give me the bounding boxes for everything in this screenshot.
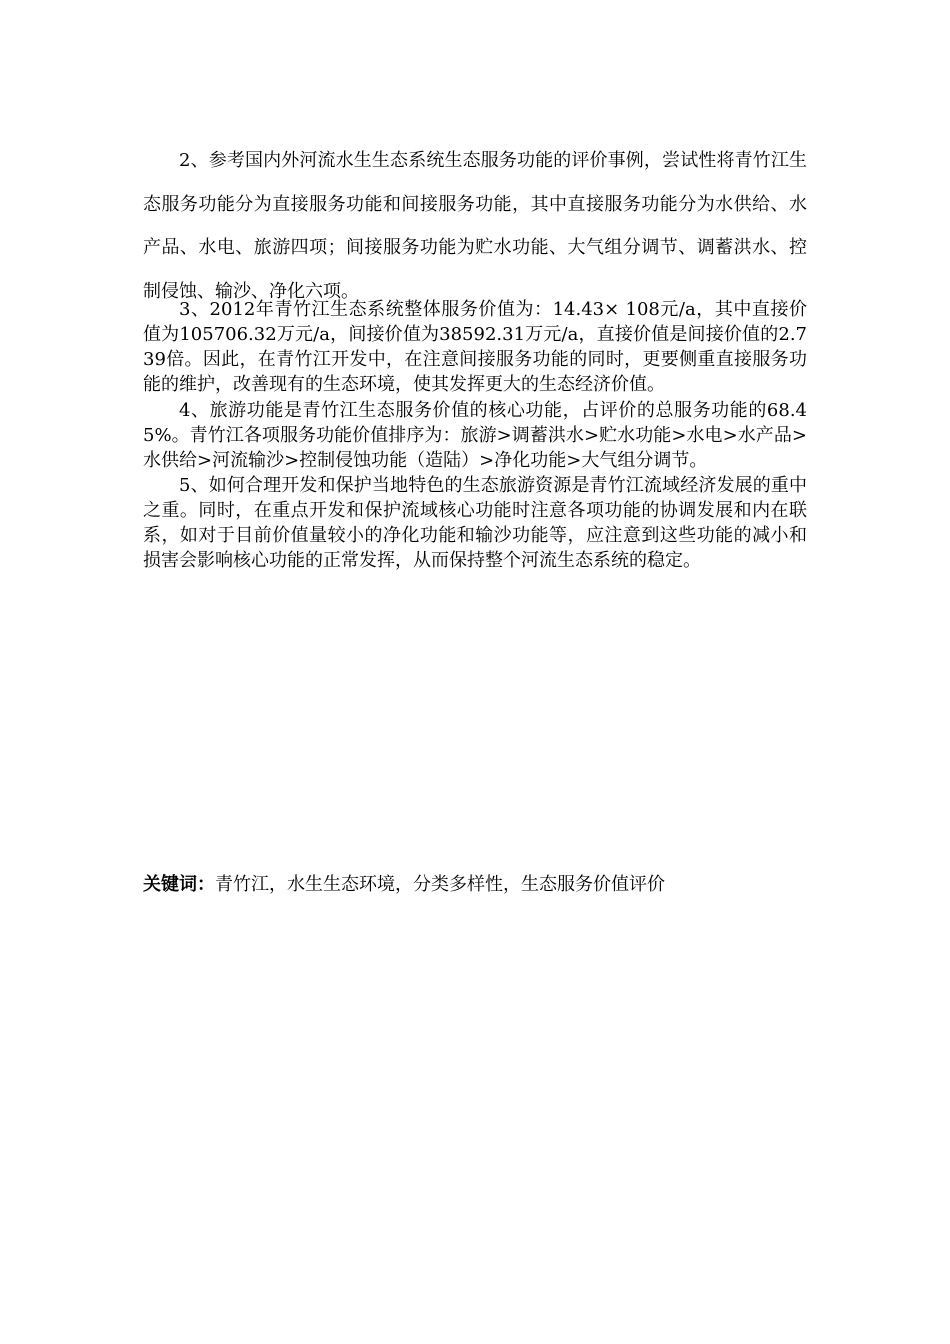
conclusion-paragraph-3: 3、2012年青竹江生态系统整体服务价值为：14.43× 108元/a，其中直接价值为105706.32万元/a，间接价值为38592.31万元/a，直接价值是间接价值的2.739倍。因此，在青竹江开发中，在注意间接服务功能的同时，更要侧重直接服务功能的维护，改善现有的生态环境，使其发挥更大的生态经济价值。 — [143, 299, 807, 395]
keywords-label: 关键词： — [143, 874, 215, 895]
conclusion-paragraph-4: 4、旅游功能是青竹江生态服务价值的核心功能，占评价的总服务功能的68.45%。青竹江各项服务功能价值排序为：旅游>调蓄洪水>贮水功能>水电>水产品>水供给>河流输沙>控制侵蚀功能（造陆）>净化功能>大气组分调节。 — [143, 400, 807, 471]
keywords-line — [143, 872, 807, 898]
keywords-text: 青竹江，水生生态环境，分类多样性，生态服务价值评价 — [215, 874, 665, 895]
conclusion-paragraph-2: 2、参考国内外河流水生生态系统生态服务功能的评价事例，尝试性将青竹江生态服务功能分为直接服务功能和间接服务功能，其中直接服务功能分为水供给、水产品、水电、旅游四项；间接服务功能为贮水功能、大气组分调节、调蓄洪水、控制侵蚀、输沙、净化六项。 — [143, 150, 807, 303]
conclusion-paragraph-5: 5、如何合理开发和保护当地特色的生态旅游资源是青竹江流域经济发展的重中之重。同时，在重点开发和保护流域核心功能时注意各项功能的协调发展和内在联系，如对于目前价值量较小的净化功能和输沙功能等，应注意到这些功能的减小和损害会影响核心功能的正常发挥，从而保持整个河流生态系统的稳定。 — [143, 475, 807, 571]
